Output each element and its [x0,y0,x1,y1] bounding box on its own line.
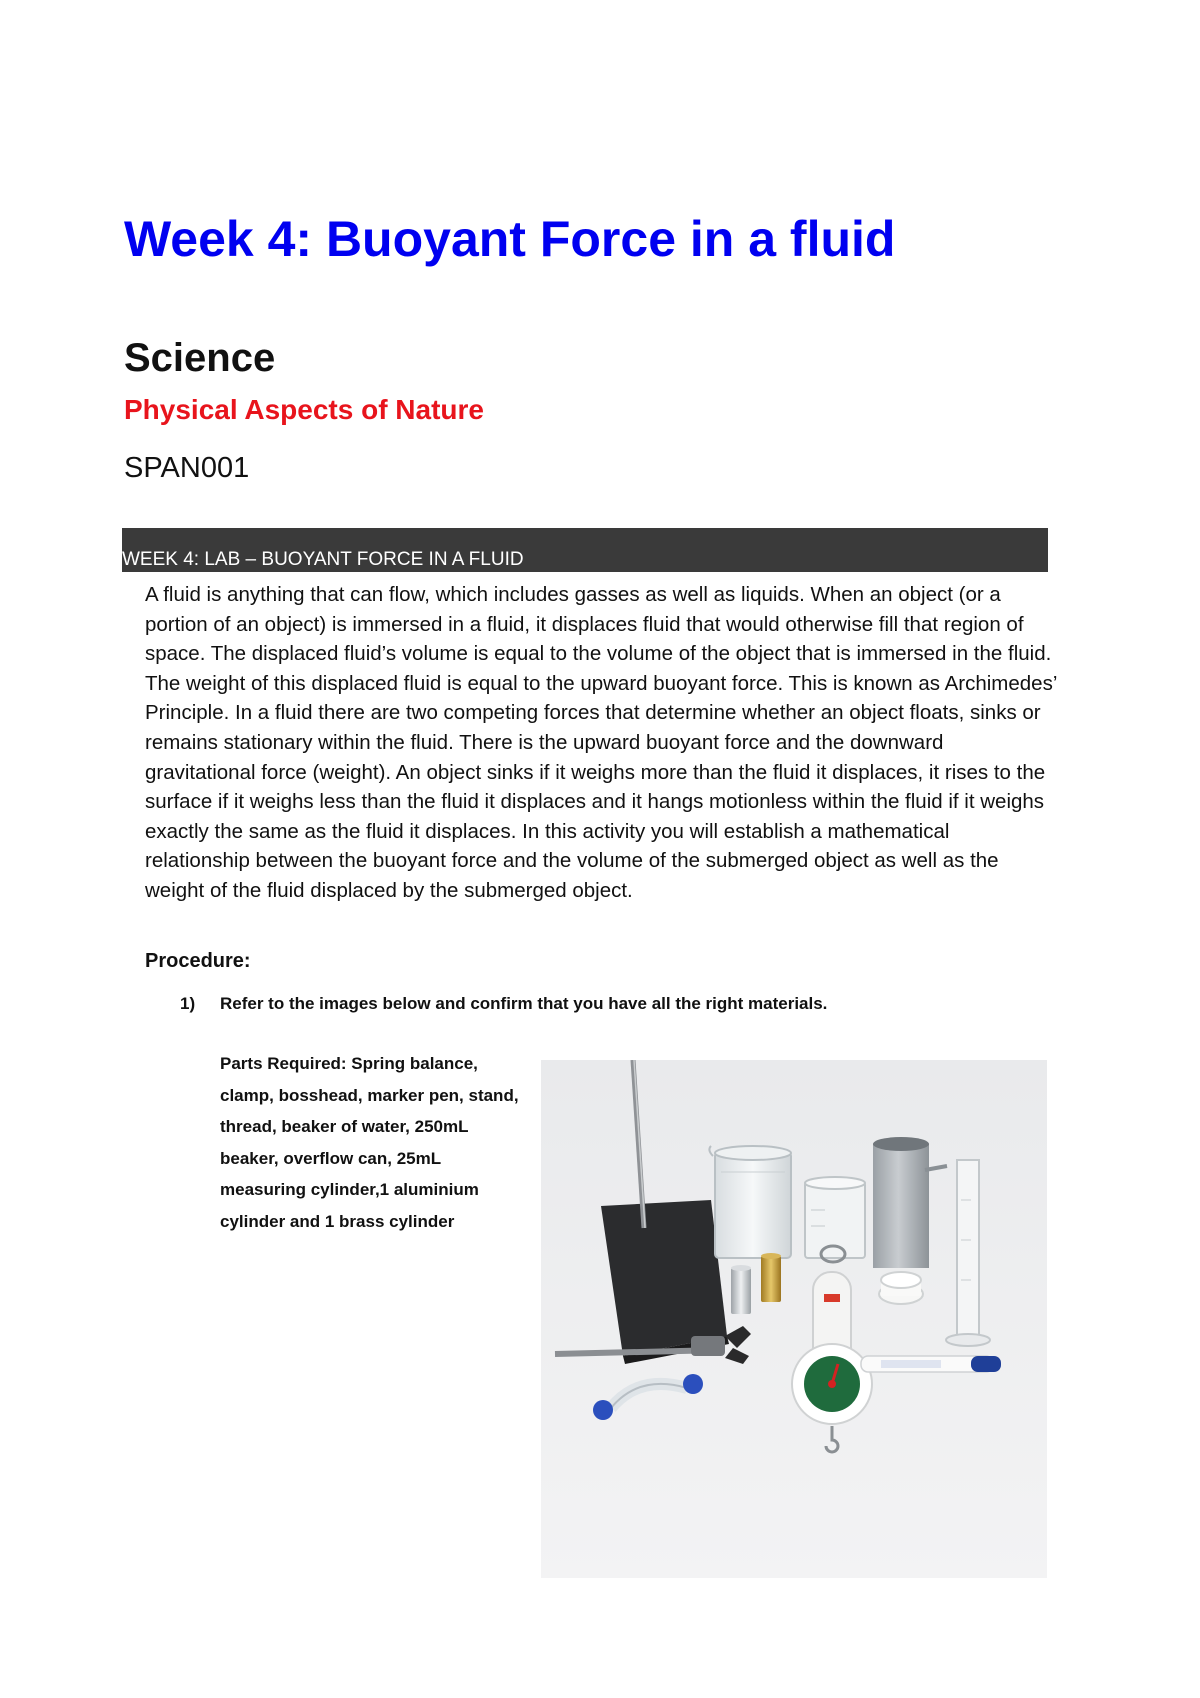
subject-heading: Science [124,336,276,380]
step-number: 1) [180,994,196,1013]
procedure-step-1 [180,994,827,1014]
thread-spool [879,1272,923,1304]
intro-paragraph: A fluid is anything that can flow, which includes gasses as well as liquids. When an object (or a portion of an object) is immersed in a fluid, it displaces fluid that would otherwise fill that region of space. The displaced fluid’s volume is equal to the volume of the object that is immersed in the fluid. The weight of this displaced fluid is equal to the upward buoyant force. This is known as Archimedes’ Principle. In a fluid there are two competing forces that determine whether an object floats, sinks or remains stationary within the fluid. There is the upward buoyant force and the downward gravitational force (weight). An object sinks if it weighs more than the fluid it displaces, it rises to the surface if it weighs less than the fluid it displaces and it hangs motionless within the fluid if it weighs exactly the same as the fluid it displaces. In this activity you will establish a mathematical relationship between the buoyant force and the volume of the submerged object as well as the weight of the fluid displaced by the submerged object. [145,583,1057,902]
page-title: Week 4: Buoyant Force in a fluid [124,211,896,267]
beaker-of-water [709,1146,791,1258]
course-name: Physical Aspects of Nature [124,394,484,425]
procedure-heading: Procedure: [145,950,251,972]
section-banner-label: WEEK 4: LAB – BUOYANT FORCE IN A FLUID [122,549,524,570]
course-code: SPAN001 [124,452,250,484]
materials-photo [541,1060,1047,1578]
marker-pen [861,1356,1001,1372]
parts-required-text: Parts Required: Spring balance, clamp, bosshead, marker pen, stand, thread, beaker of water, 250mL beaker, overflow can, 25mL measuring cylinder,1 aluminium cylinder and 1 brass cylinder [220,1054,519,1231]
step-text: Refer to the images below and confirm that you have all the right materials. [220,994,828,1013]
